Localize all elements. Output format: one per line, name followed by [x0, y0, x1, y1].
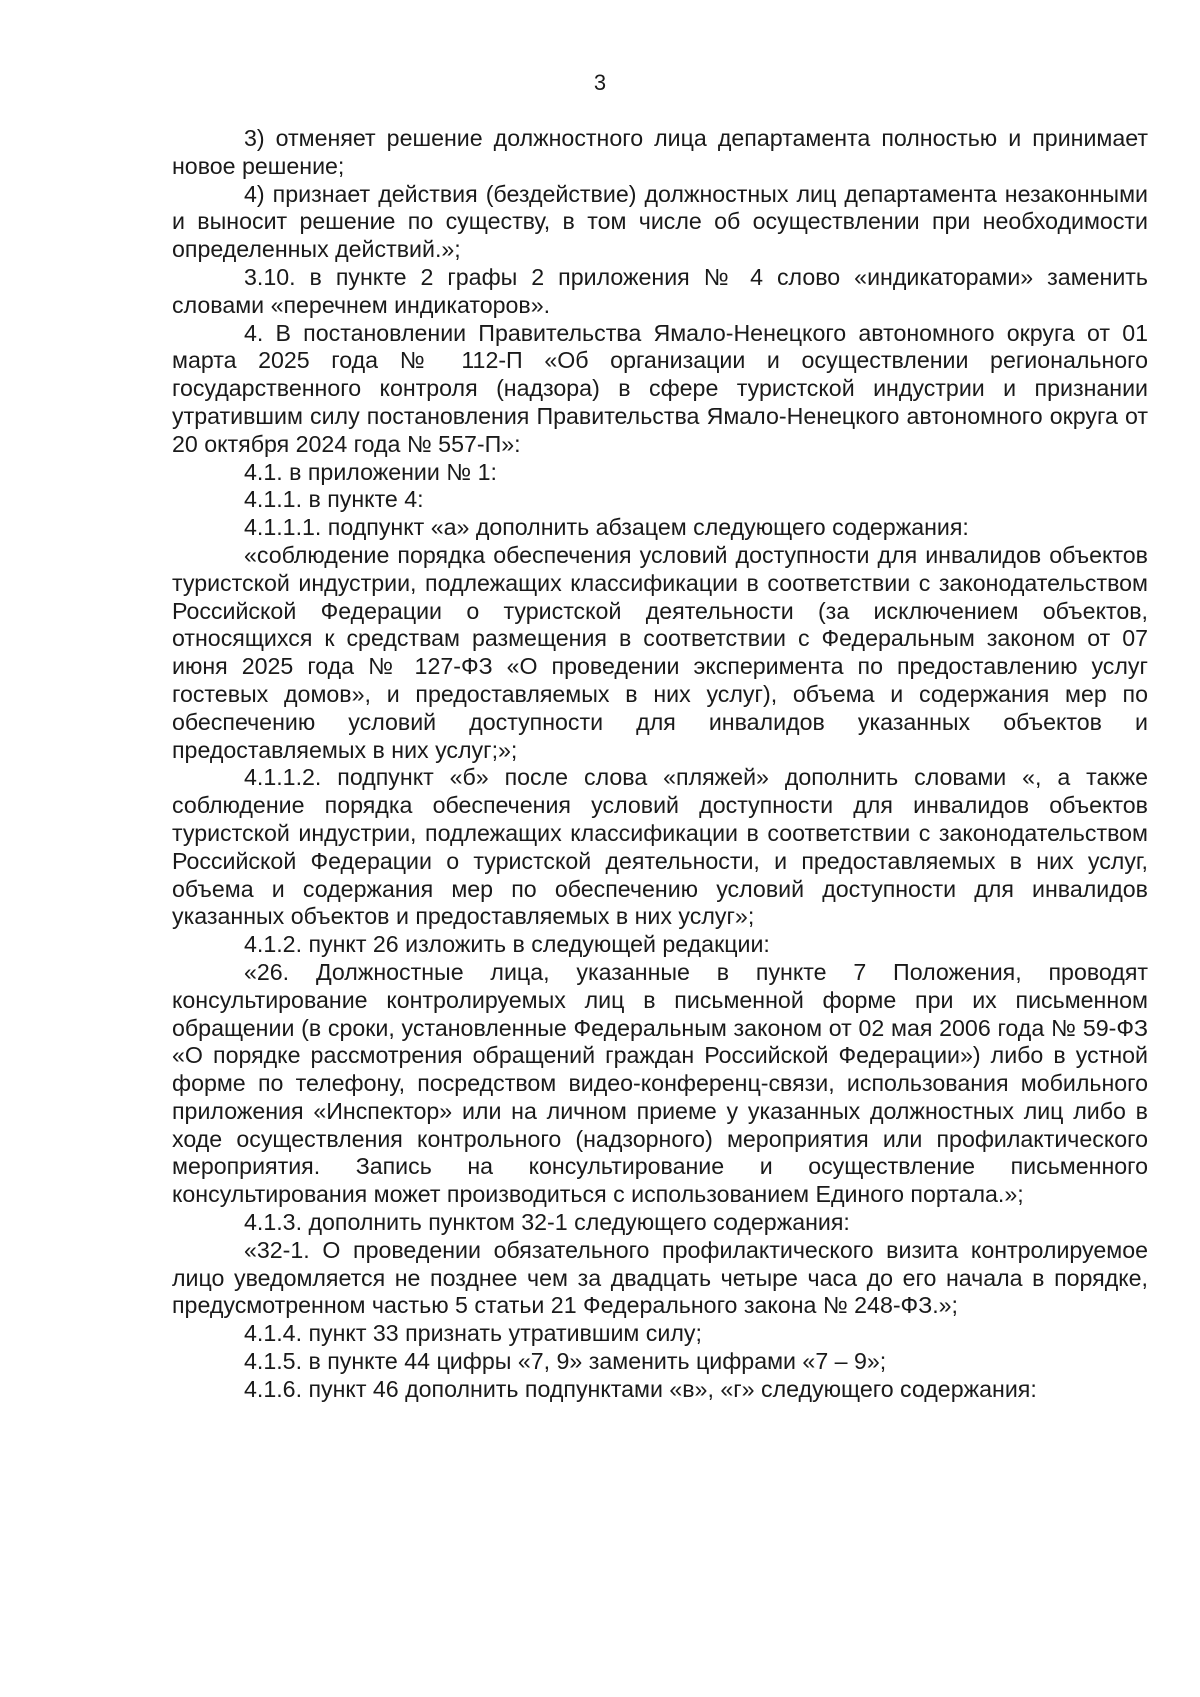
paragraph-4-1-4: 4.1.4. пункт 33 признать утратившим силу; — [244, 1320, 702, 1347]
quote-point-26: «26. Должностные лица, указанные в пункте 7 Положения, проводят консультирование контролируемых лиц в письменной форме при их письменном обращении (в сроки, установленные Федеральным законом от 02 мая 2006 года № 59-ФЗ «О порядке рассмотрения обращений граждан Российской Федерации») либо в устной форме по телефону, посредством видео-конференц-связи, использования мобильного приложения «Инспектор» или на личном приеме у указанных должностных лиц либо в ходе осуществления контрольного (надзорного) мероприятия или профилактического мероприятия. Запись на консультирование и осуществление письменного консультирования может производиться с использованием Единого портала.»; — [172, 958, 1148, 1208]
document-body — [172, 125, 1148, 1404]
paragraph-item-4: 4) признает действия (бездействие) должностных лиц департамента незаконными и выносит решение по существу, в том числе об осуществлении при необходимости определенных действий.»; — [172, 180, 1148, 263]
paragraph-4-1-6: 4.1.6. пункт 46 дополнить подпунктами «в», «г» следующего содержания: — [244, 1375, 1037, 1402]
page-number: 3 — [593, 70, 607, 95]
paragraph-3-10: 3.10. в пункте 2 графы 2 приложения № 4 слово «индикаторами» заменить словами «перечнем индикаторов». — [172, 263, 1148, 318]
quote-point-32-1: «32-1. О проведении обязательного профилактического визита контролируемое лицо уведомляется не позднее чем за двадцать четыре часа до его начала в порядке, предусмотренном частью 5 статьи 21 Федерального закона № 248-ФЗ.»; — [172, 1236, 1148, 1319]
paragraph-4-1-1-1: 4.1.1.1. подпункт «а» дополнить абзацем следующего содержания: — [244, 514, 969, 541]
paragraph-4-1-3: 4.1.3. дополнить пунктом 32-1 следующего содержания: — [244, 1209, 850, 1236]
paragraph-4-1-2: 4.1.2. пункт 26 изложить в следующей редакции: — [244, 931, 770, 958]
quote-accessibility-a: «соблюдение порядка обеспечения условий доступности для инвалидов объектов туристской индустрии, подлежащих классификации в соответствии с законодательством Российской Федерации о туристской деятельности (за исключением объектов, относящихся к средствам размещения в соответствии с Федеральным законом от 07 июня 2025 года № 127-ФЗ «О проведении эксперимента по предоставлению услуг гостевых домов», и предоставляемых в них услуг), объема и содержания мер по обеспечению условий доступности для инвалидов указанных объектов и предоставляемых в них услуг;»; — [172, 541, 1148, 763]
paragraph-4-1-1: 4.1.1. в пункте 4: — [244, 486, 424, 513]
paragraph-4-1: 4.1. в приложении № 1: — [244, 458, 497, 485]
paragraph-4-1-1-2: 4.1.1.2. подпункт «б» после слова «пляжей» дополнить словами «, а также соблюдение порядка обеспечения условий доступности для инвалидов объектов туристской индустрии, подлежащих классификации в соответствии с законодательством Российской Федерации о туристской деятельности, и предоставляемых в них услуг, объема и содержания мер по обеспечению условий доступности для инвалидов указанных объектов и предоставляемых в них услуг»; — [172, 764, 1148, 930]
paragraph-item-3: 3) отменяет решение должностного лица департамента полностью и принимает новое решение; — [172, 125, 1148, 179]
paragraph-4: 4. В постановлении Правительства Ямало-Ненецкого автономного округа от 01 марта 2025 года № 112-П «Об организации и осуществлении регионального государственного контроля (надзора) в сфере туристской индустрии и признании утратившим силу постановления Правительства Ямало-Ненецкого автономного округа от 20 октября 2024 года № 557-П»: — [172, 319, 1148, 457]
paragraph-4-1-5: 4.1.5. в пункте 44 цифры «7, 9» заменить цифрами «7 – 9»; — [244, 1348, 887, 1375]
